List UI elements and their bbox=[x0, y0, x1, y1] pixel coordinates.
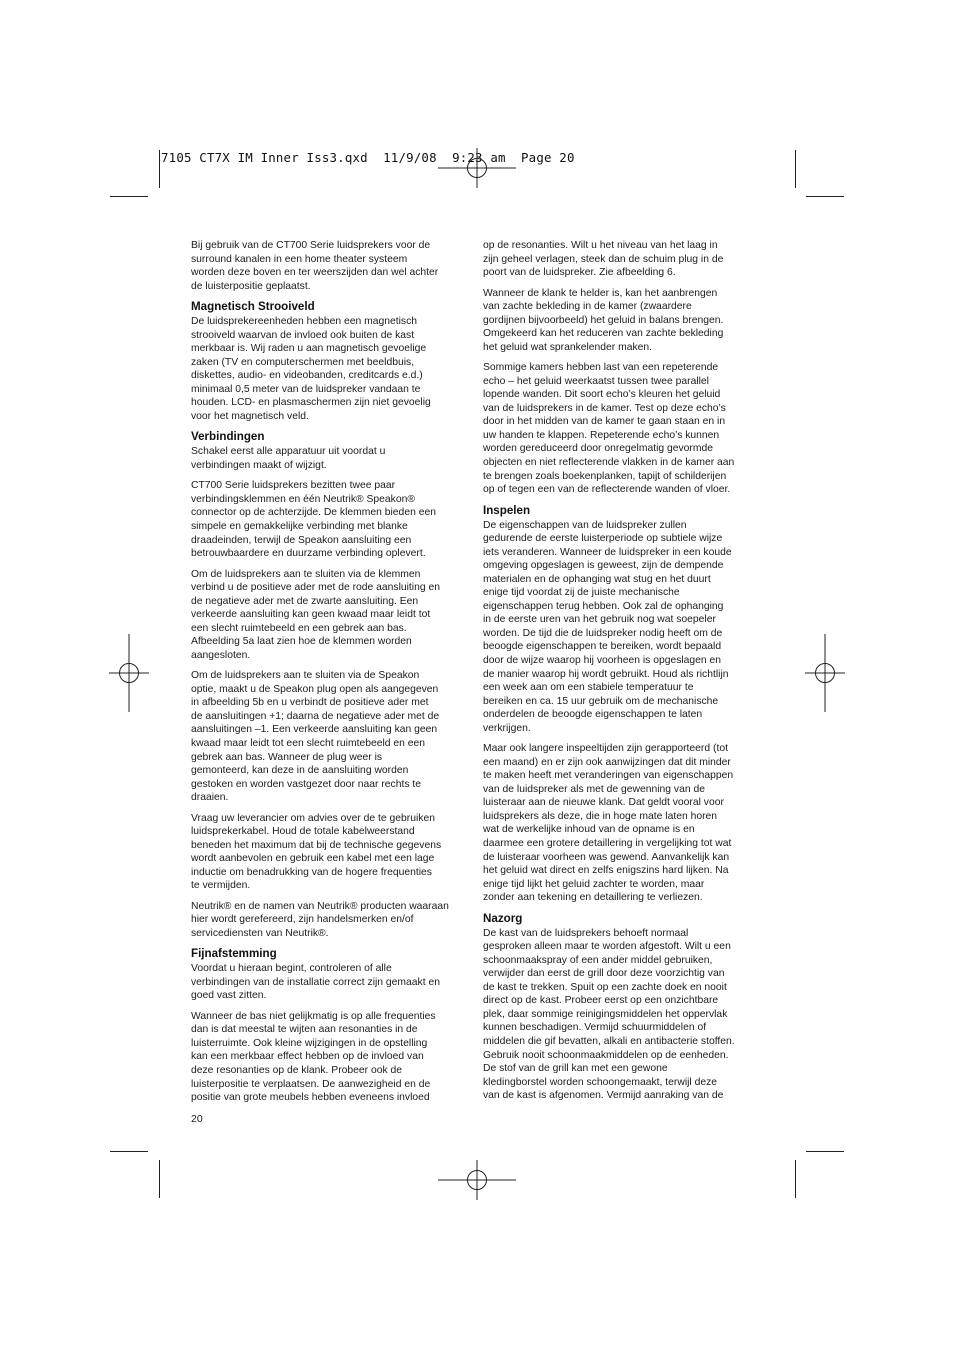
slug-line: 7105 CT7X IM Inner Iss3.qxd 11/9/08 9:23 am Page 20 bbox=[161, 150, 575, 165]
body-paragraph: De eigenschappen van de luidspreker zullen gedurende de eerste luisterperiode op subtiele wijze iets veranderen. Wanneer de luidspreker in een koude omgeving opgeslagen is geweest, zijn de dempende materialen en de ophanging wat stug en het duurt enige tijd voordat zij de juiste mechanische eigenschappen terug hebben. Ook zal de ophanging in de eerste uren van het gebruik nog wat soepeler worden. De tijd die de luidspreker nodig heeft om de beoogde eigenschappen te bereiken, wordt bepaald door de wijze waarop hij voorheen is opgeslagen en de manier waarop hij wordt gebruikt. Houd als richtlijn een week aan om een stabiele temperatuur te bereiken en ca. 15 uur gebruik om de mechanische onderdelen de beoogde eigenschappen te laten verkrijgen. bbox=[483, 519, 732, 734]
body-paragraph: CT700 Serie luidsprekers bezitten twee paar verbindingsklemmen en één Neutrik® Speakon® connector op de achterzijde. De klemmen bieden een simpele en gemakkelijke verbinding met blanke draadeinden, terwijl de Speakon aansluiting een betrouwbaardere en duurzame verbinding oplevert. bbox=[191, 480, 436, 560]
body-paragraph: De luidsprekereenheden hebben een magnetisch strooiveld waarvan de invloed ook buiten de kast merkbaar is. Wij raden u aan magnetisch gevoelige zaken (TV en computerschermen met beeldbuis, diskettes, audio- en videobanden, creditcards e.d.) minimaal 0,5 meter van de luidspreker vandaan te houden. LCD- en plasmaschermen zijn niet gevoelig voor het magnetisch veld. bbox=[191, 316, 431, 422]
registration-mark-left bbox=[109, 634, 149, 712]
crop-mark-bottom-right-horizontal bbox=[806, 1151, 844, 1152]
crop-mark-top-right-horizontal bbox=[806, 196, 844, 197]
crop-mark-bottom-left-horizontal bbox=[110, 1151, 148, 1152]
intro-paragraph: Bij gebruik van de CT700 Serie luidsprekers voor de surround kanalen in een home theater systeem worden deze boven en ter weerszijden dan wel achter de luisterpositie geplaatst. bbox=[191, 240, 439, 292]
body-paragraph: Wanneer de bas niet gelijkmatig is op alle frequenties dan is dat meestal te wijten aan resonanties in de luisterruimte. Ook kleine wijzigingen in de opstelling kan een merkbaar effect hebben op de invloed van deze resonanties op de klank. Probeer ook de luisterpositie te verplaatsen. De aanwezigheid en de positie van grote meubels hebben eveneens invloed bbox=[191, 1010, 436, 1104]
crop-mark-bottom-right-vertical bbox=[795, 1160, 796, 1198]
right-column bbox=[483, 239, 765, 1110]
section-heading-verbindingen: Verbindingen bbox=[191, 430, 265, 444]
body-paragraph: Om de luidsprekers aan te sluiten via de Speakon optie, maakt u de Speakon plug open als aangegeven in afbeelding 5b en u verbindt de positieve ader met de aansluitingen +1; daarna de negatieve ader met de aansluitingen –1. Een verkeerde aansluiting kan geen kwaad maar leidt tot een slecht ruimtebeeld en een gebrek aan bas. Wanneer de plug weer is gemonteerd, kan deze in de aansluiting worden gestoken en worden vastgezet door naar rechts te draaien. bbox=[191, 670, 440, 804]
registration-mark-bottom bbox=[438, 1160, 516, 1200]
body-paragraph: Om de luidsprekers aan te sluiten via de klemmen verbind u de positieve ader met de rode aansluiting en de negatieve ader met de zwarte aansluiting. Een verkeerde aansluiting kan geen kwaad maar leidt tot een slecht ruimtebeeld en een gebrek aan bas. Afbeelding 5a laat zien hoe de klemmen worden aangesloten. bbox=[191, 568, 440, 661]
section-heading-nazorg: Nazorg bbox=[483, 911, 523, 925]
crop-mark-top-left-horizontal bbox=[110, 196, 148, 197]
body-paragraph: Wanneer de klank te helder is, kan het aanbrengen van zachte bekleding in de kamer (zwaardere gordijnen bijvoorbeeld) het geluid in balans brengen. Omgekeerd kan het reduceren van zachte bekleding het geluid wat sprankelender maken. bbox=[483, 287, 724, 353]
section-heading-fijnafstemming: Fijnafstemming bbox=[191, 947, 277, 961]
body-paragraph: Sommige kamers hebben last van een repeterende echo – het geluid weerkaatst tussen twee parallel lopende wanden. Dit soort echo’s kleuren het geluid van de luidsprekers in de kamer. Test op deze echo’s door in het midden van de kamer te gaan staan en in uw handen te klappen. Repeterende echo’s kunnen worden gereduceerd door onregelmatig gevormde objecten en niet reflecterende vlakken in de kamer aan te brengen zoals boekenplanken, tapijt of schilderijen op of tegen een van de reflecterende wanden of vloer. bbox=[483, 362, 735, 496]
body-paragraph: Maar ook langere inspeeltijden zijn gerapporteerd (tot een maand) en er zijn ook aanwijzingen dat dit minder te maken heeft met veranderingen van eigenschappen van de luidspreker als met de gewenning van de luisteraar aan de nieuwe klank. Dat geldt vooral voor luidsprekers als deze, die in hoge mate laten horen wat de werkelijke inhoud van de opname is en daarmee een grotere detaillering in vergelijking tot wat de luisteraar voorheen was gewend. Aanvankelijk kan het geluid wat direct en zelfs enigszins hard lijken. Na enige tijd lijkt het geluid zachter te worden, maar zonder aan tekening en detaillering te verliezen. bbox=[483, 743, 734, 904]
body-paragraph: Neutrik® en de namen van Neutrik® producten waaraan hier wordt gerefereerd, zijn handelsmerken en/of servicediensten van Neutrik®. bbox=[191, 900, 449, 939]
crop-mark-top-right-vertical bbox=[795, 150, 796, 188]
body-paragraph: op de resonanties. Wilt u het niveau van het laag in zijn geheel verlagen, steek dan de schuim plug in de poort van de luidspreker. Zie afbeelding 6. bbox=[483, 240, 724, 279]
body-paragraph: Voordat u hieraan begint, controleren of alle verbindingen van de installatie correct zijn gemaakt en goed vast zitten. bbox=[191, 963, 440, 1002]
registration-mark-right bbox=[805, 634, 845, 712]
crop-mark-top-left-vertical bbox=[159, 150, 160, 188]
crop-mark-bottom-left-vertical bbox=[159, 1160, 160, 1198]
page-number: 20 bbox=[191, 1113, 203, 1125]
left-column bbox=[191, 239, 473, 1112]
section-heading-magnetisch: Magnetisch Strooiveld bbox=[191, 300, 315, 314]
body-paragraph: De kast van de luidsprekers behoeft normaal gesproken alleen maar te worden afgestoft. Wilt u een schoonmaakspray of een ander middel gebruiken, verwijder dan eerst de grill door deze voorzichtig van de kast te trekken. Spuit op een zachte doek en nooit direct op de kast. Probeer eerst op een onzichtbare plek, daar sommige reinigingsmiddelen het oppervlak kunnen beschadigen. Vermijd schuurmiddelen of middelen die gif bevatten, alkali en antibacterie stoffen. Gebruik nooit schoonmaakmiddelen op de eenheden. De stof van de grill kan met een gewone kledingborstel worden schoongemaakt, terwijl deze van de kast is afgenomen. Vermijd aanraking van de bbox=[483, 927, 735, 1102]
body-paragraph: Vraag uw leverancier om advies over de te gebruiken luidsprekerkabel. Houd de totale kabelweerstand beneden het maximum dat bij de technische gegevens wordt aanbevolen en gebruik een kabel met een lage inductie om benadrukking van de hogere frequenties te vermijden. bbox=[191, 812, 442, 892]
section-heading-inspelen: Inspelen bbox=[483, 503, 531, 517]
body-paragraph: Schakel eerst alle apparatuur uit voordat u verbindingen maakt of wijzigt. bbox=[191, 446, 386, 471]
registration-mark-top bbox=[438, 148, 516, 188]
